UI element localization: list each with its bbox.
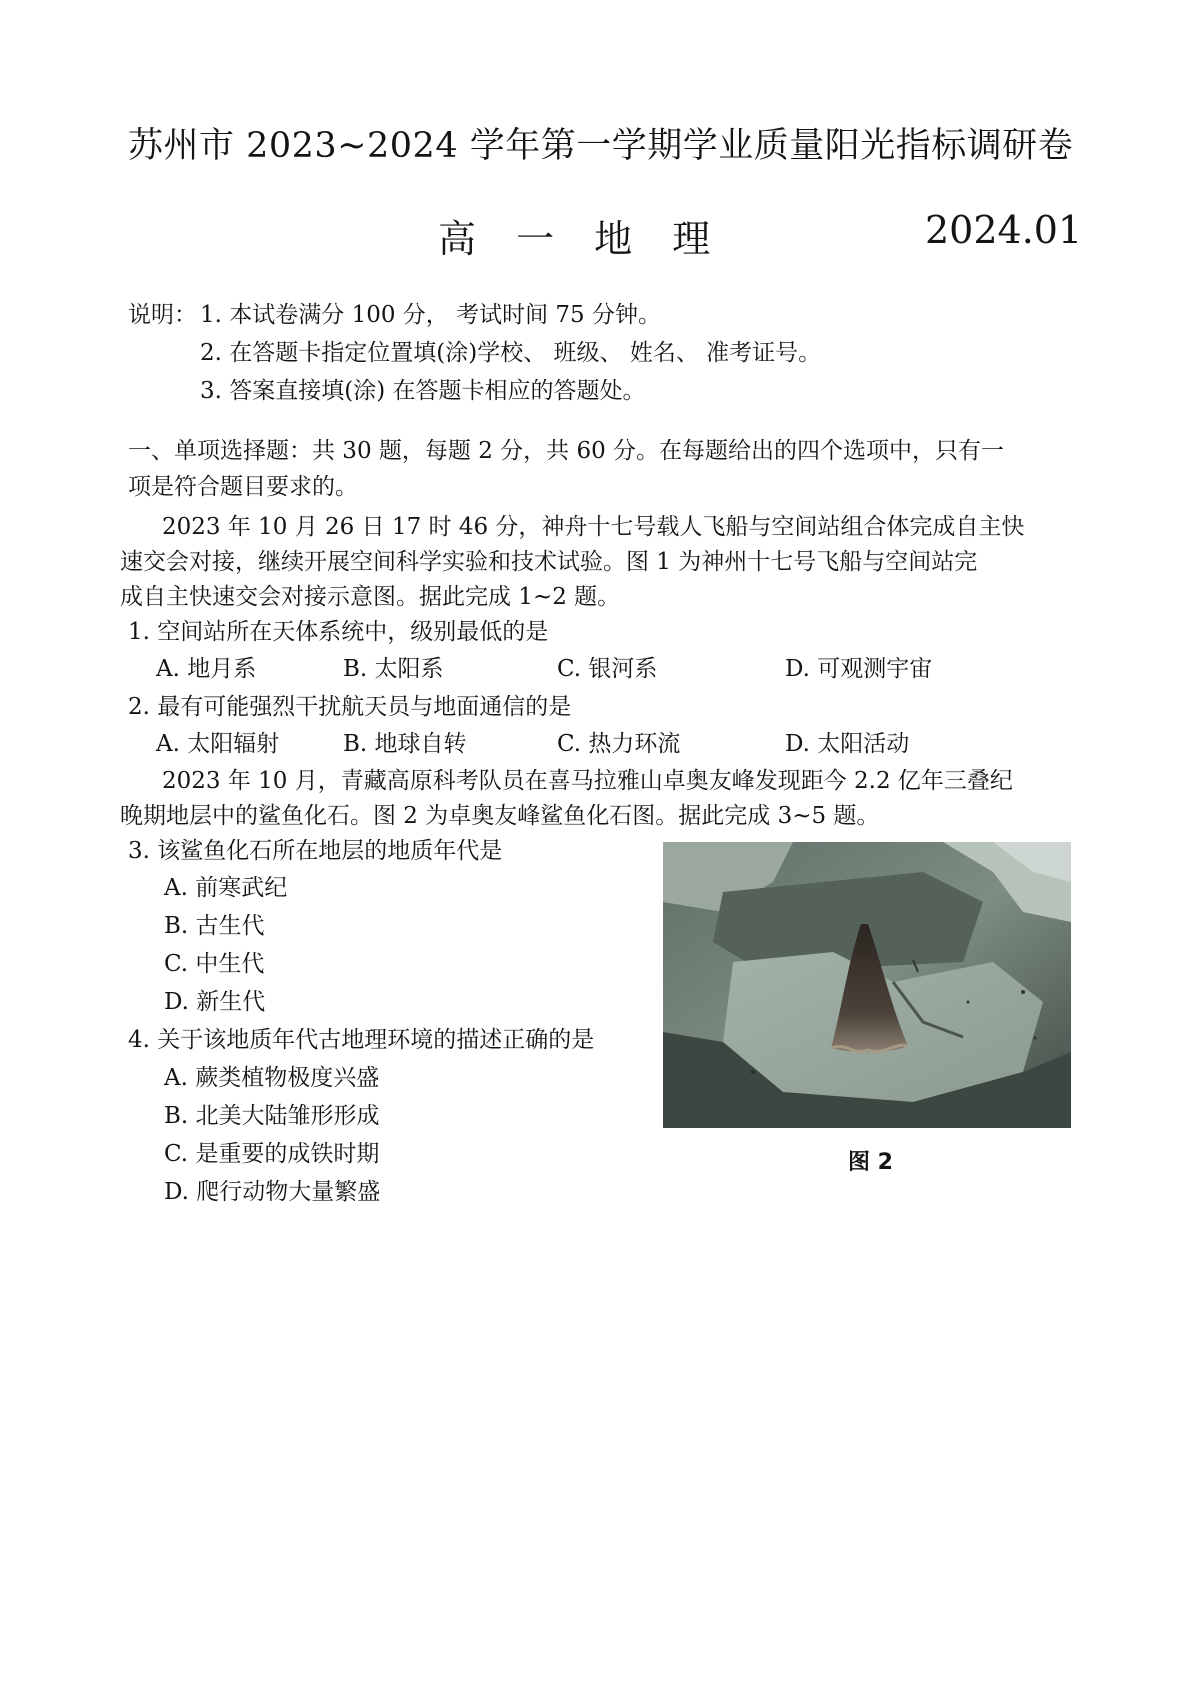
section-instruction-line-1: 一、单项选择题：共 30 题，每题 2 分，共 60 分。在每题给出的四个选项中，只有一 — [128, 438, 1005, 464]
figure-2-caption: 图 2 — [848, 1150, 893, 1175]
passage-2-line-2: 晚期地层中的鲨鱼化石。图 2 为卓奥友峰鲨鱼化石图。据此完成 3~5 题。 — [120, 803, 880, 829]
question-1-stem: 1. 空间站所在天体系统中，级别最低的是 — [128, 619, 549, 645]
question-3-option-a: A. 前寒武纪 — [164, 875, 288, 901]
question-1-option-b: B. 太阳系 — [343, 656, 444, 682]
note-item-3: 3. 答案直接填(涂) 在答题卡相应的答题处。 — [200, 378, 646, 404]
question-2-option-b: B. 地球自转 — [343, 731, 467, 757]
shark-fossil-image — [663, 842, 1071, 1128]
question-4-option-b: B. 北美大陆雏形形成 — [164, 1103, 380, 1129]
question-3-option-c: C. 中生代 — [164, 951, 265, 977]
passage-1-line-3: 成自主快速交会对接示意图。据此完成 1~2 题。 — [120, 584, 621, 610]
exam-title: 苏州市 2023~2024 学年第一学期学业质量阳光指标调研卷 — [128, 126, 1074, 166]
exam-date: 2024.01 — [925, 208, 1083, 252]
question-4-option-c: C. 是重要的成铁时期 — [164, 1141, 380, 1167]
note-item-2: 2. 在答题卡指定位置填(涂)学校、 班级、 姓名、 准考证号。 — [200, 340, 822, 366]
section-instruction-line-2: 项是符合题目要求的。 — [128, 474, 358, 500]
question-1-option-d: D. 可观测宇宙 — [785, 656, 933, 682]
question-2-option-a: A. 太阳辐射 — [156, 731, 280, 757]
question-4-option-a: A. 蕨类植物极度兴盛 — [164, 1065, 380, 1091]
question-2-stem: 2. 最有可能强烈干扰航天员与地面通信的是 — [128, 694, 572, 720]
notes-label: 说明： — [128, 302, 197, 328]
question-3-option-d: D. 新生代 — [164, 989, 266, 1015]
passage-1-line-1: 2023 年 10 月 26 日 17 时 46 分，神舟十七号载人飞船与空间站组合体完成自主快 — [162, 514, 1025, 540]
question-1-option-c: C. 银河系 — [557, 656, 658, 682]
note-item-1: 1. 本试卷满分 100 分， 考试时间 75 分钟。 — [200, 302, 661, 328]
passage-1-line-2: 速交会对接，继续开展空间科学实验和技术试验。图 1 为神州十七号飞船与空间站完 — [120, 549, 978, 575]
question-3-option-b: B. 古生代 — [164, 913, 265, 939]
shark-fossil-photo — [663, 842, 1071, 1128]
question-2-option-d: D. 太阳活动 — [785, 731, 910, 757]
question-1-option-a: A. 地月系 — [156, 656, 257, 682]
question-4-stem: 4. 关于该地质年代古地理环境的描述正确的是 — [128, 1027, 595, 1053]
question-2-option-c: C. 热力环流 — [557, 731, 681, 757]
passage-2-line-1: 2023 年 10 月，青藏高原科考队员在喜马拉雅山卓奥友峰发现距今 2.2 亿年三叠纪 — [162, 768, 1013, 794]
question-3-stem: 3. 该鲨鱼化石所在地层的地质年代是 — [128, 838, 503, 864]
question-4-option-d: D. 爬行动物大量繁盛 — [164, 1179, 381, 1205]
subject-heading: 高 一 地 理 — [438, 217, 725, 261]
